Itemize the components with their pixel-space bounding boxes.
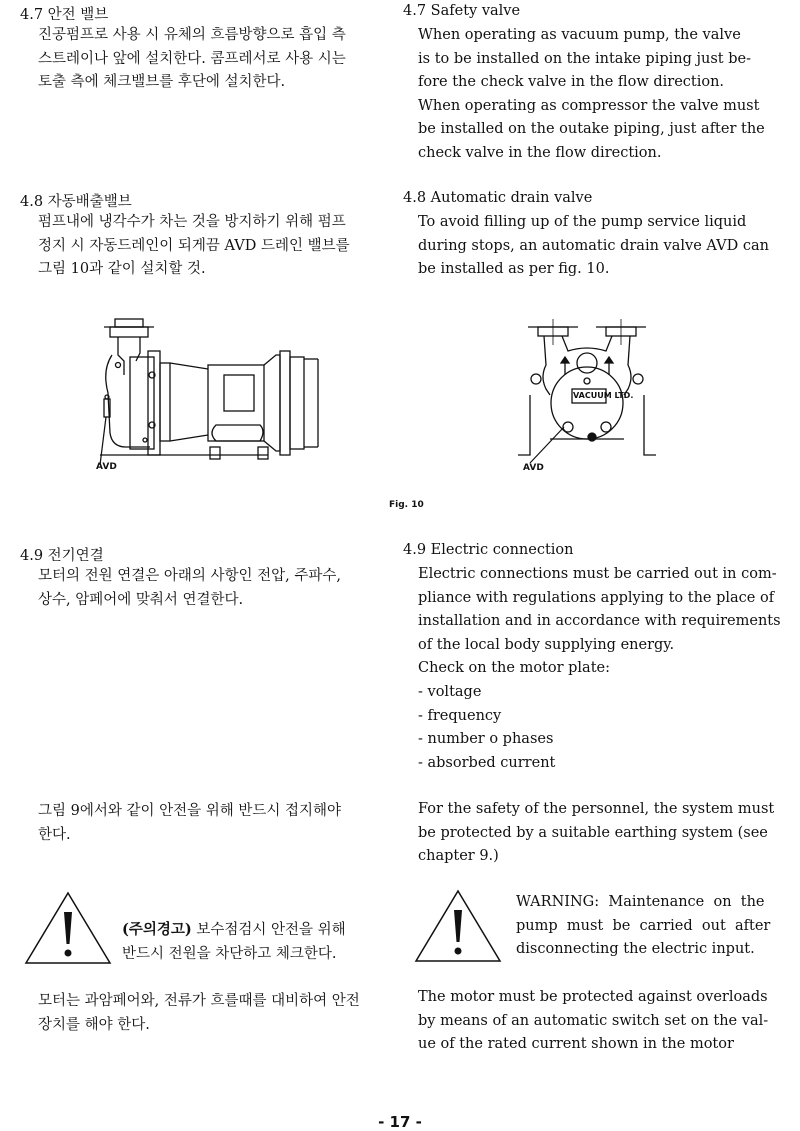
warning-text-ko: 보수점검시 안전을 위해	[191, 922, 346, 938]
pump-front-view-drawing	[510, 315, 660, 465]
text-line: - number o phases	[418, 731, 554, 748]
section-4-9-body-ko	[38, 565, 341, 612]
section-4-8-body-en	[418, 211, 769, 282]
text-line: To avoid filling up of the pump service liquid	[418, 214, 747, 230]
text-line: 반드시 전원을 차단하고 체크한다.	[122, 945, 337, 962]
text-line: 그림 9에서와 같이 안전을 위해 반드시 접지해야	[38, 803, 342, 819]
warning-body-ko	[122, 918, 346, 966]
overload-body-ko	[38, 990, 360, 1037]
text-line: by means of an automatic switch set on the val-	[418, 1012, 769, 1029]
section-4-7-title-en: 4.7 Safety valve	[403, 3, 521, 19]
text-line: disconnecting the electric input.	[516, 941, 755, 958]
section-4-7-title-ko: 4.7 안전 밸브	[20, 7, 109, 23]
text-line: - frequency	[418, 707, 502, 724]
text-line: be installed on the outake piping, just after the	[418, 121, 765, 138]
section-4-9-body-en	[418, 563, 781, 775]
text-line: pliance with regulations applying to the place of	[418, 589, 775, 606]
warning-body-en	[516, 891, 784, 962]
text-line: be installed as per fig. 10.	[418, 261, 610, 278]
section-4-8-title-ko: 4.8 자동배출밸브	[20, 194, 132, 210]
text-line: - voltage	[418, 683, 482, 700]
text-line: When operating as compressor the valve must	[418, 97, 760, 114]
section-4-7-body-en	[418, 24, 768, 166]
text-line: 모터의 전원 연결은 아래의 사항인 전압, 주파수,	[38, 568, 342, 584]
text-line: 스트레이나 앞에 설치한다. 콤프레서로 사용 시는	[38, 50, 346, 67]
text-line: WARNING: Maintenance on the	[516, 894, 765, 910]
text-line: 한다.	[38, 826, 71, 843]
text-line: Electric connections must be carried out in com-	[418, 566, 777, 582]
text-line: check valve in the flow direction.	[418, 144, 662, 161]
text-line: 상수, 암페어에 맞춰서 연결한다.	[38, 591, 244, 608]
text-line: of the local body supplying energy.	[418, 636, 675, 653]
text-line: chapter 9.)	[418, 848, 499, 865]
overload-body-en	[418, 986, 768, 1057]
section-4-7-body-ko	[38, 24, 346, 95]
text-line: pump must be carried out after	[516, 917, 771, 934]
page-number: - 17 -	[378, 1113, 422, 1131]
section-4-8-title-en: 4.8 Automatic drain valve	[403, 190, 593, 206]
text-line: The motor must be protected against overloads	[418, 989, 768, 1005]
text-line: fore the check valve in the flow direction.	[418, 74, 725, 91]
text-line: When operating as vacuum pump, the valve	[418, 27, 741, 43]
text-line: 그림 10과 같이 설치할 것.	[38, 261, 206, 278]
text-line: Check on the motor plate:	[418, 660, 610, 677]
text-line: 펌프내에 냉각수가 차는 것을 방지하기 위해 펌프	[38, 214, 346, 230]
section-4-9-title-en: 4.9 Electric connection	[403, 542, 574, 558]
text-line: - absorbed current	[418, 754, 556, 771]
avd-label-left: AVD	[96, 462, 117, 472]
text-line	[122, 918, 346, 943]
warning-triangle-icon	[24, 890, 112, 966]
text-line: 정지 시 자동드레인이 되게끔 AVD 드레인 밸브를	[38, 237, 350, 254]
warning-label-ko: (주의경고)	[122, 921, 192, 938]
text-line: is to be installed on the intake piping just be-	[418, 50, 751, 67]
text-line: For the safety of the personnel, the system must	[418, 801, 775, 817]
text-line: be protected by a suitable earthing system (see	[418, 824, 768, 841]
nameplate-label: VACUUM LTD.	[573, 391, 634, 400]
section-4-8-body-ko	[38, 211, 350, 282]
text-line: 장치를 해야 한다.	[38, 1016, 150, 1033]
earthing-body-ko	[38, 800, 341, 847]
earthing-body-en	[418, 798, 774, 869]
figure-caption: Fig. 10	[389, 500, 424, 510]
warning-triangle-icon	[414, 888, 502, 964]
avd-label-right: AVD	[523, 463, 544, 473]
text-line: during stops, an automatic drain valve AVD can	[418, 237, 769, 254]
text-line: 토출 측에 체크밸브를 후단에 설치한다.	[38, 74, 286, 91]
pump-side-view-drawing	[90, 315, 330, 480]
text-line: ue of the rated current shown in the motor	[418, 1036, 734, 1053]
section-4-9-title-ko: 4.9 전기연결	[20, 548, 104, 564]
text-line: installation and in accordance with requirements	[418, 613, 781, 630]
text-line: 진공펌프로 사용 시 유체의 흐름방향으로 흡입 측	[38, 27, 346, 43]
text-line: 모터는 과암페어와, 전류가 흐를때를 대비하여 안전	[38, 993, 360, 1009]
